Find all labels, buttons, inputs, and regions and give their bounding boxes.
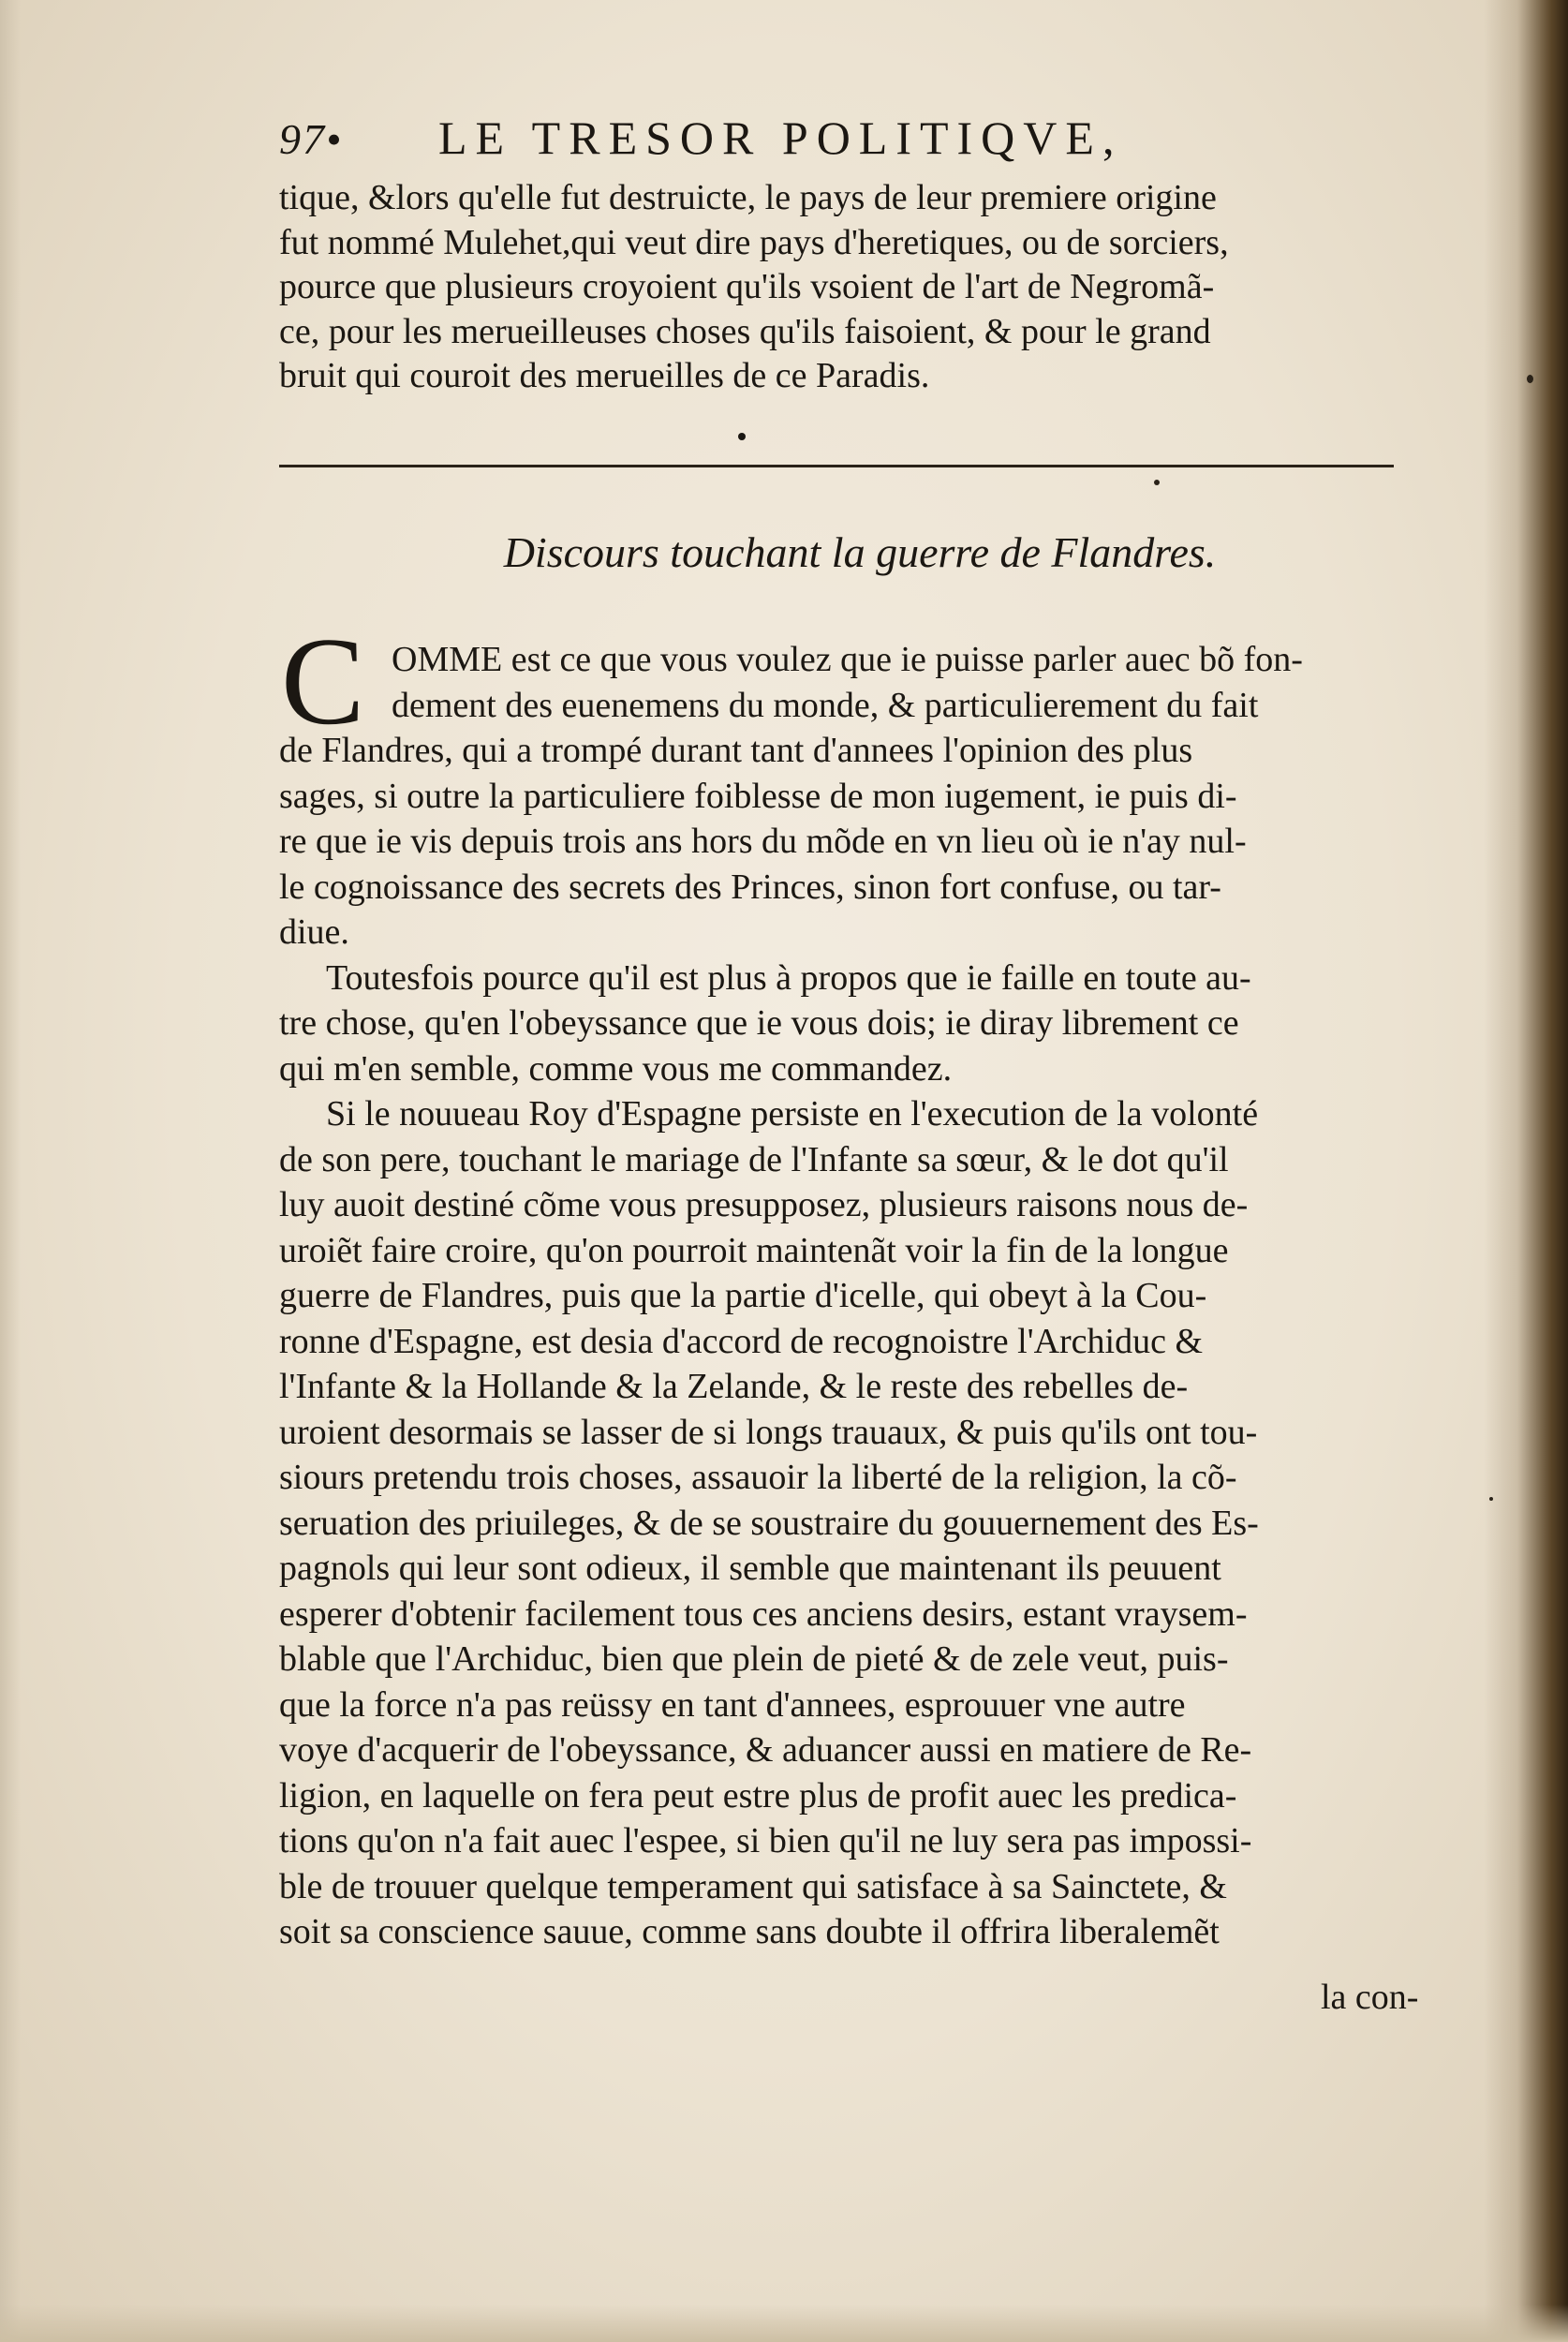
- text-line: sages, si outre la particuliere foiblesse de mon iugement, ie puis di-: [279, 776, 1237, 816]
- text-line: dement des euenemens du monde, & particulierement du fait: [392, 685, 1259, 725]
- text-line: ble de trouuer quelque temperament qui satisface à sa Sainctete, &: [279, 1866, 1227, 1906]
- running-title: LE TRESOR POLITIQVE,: [438, 111, 1123, 164]
- catchword: la con-: [1321, 1978, 1419, 2017]
- section-title: Discours touchant la guerre de Flandres.: [503, 528, 1217, 576]
- ink-speck: [1527, 375, 1533, 383]
- text-line: Toutesfois pource qu'il est plus à propos que ie faille en toute au-: [326, 957, 1251, 998]
- discourse-body: [279, 637, 1450, 1955]
- text-line: ronne d'Espagne, est desia d'accord de recognoistre l'Archiduc &: [279, 1321, 1204, 1361]
- text-line: de Flandres, qui a trompé durant tant d'annees l'opinion des plus: [279, 731, 1193, 770]
- page-number: 97•: [279, 115, 344, 163]
- drop-cap: C: [281, 612, 365, 750]
- carry-over-paragraph: [279, 176, 1450, 399]
- text-line: fut nommé Mulehet,qui veut dire pays d'heretiques, ou de sorciers,: [279, 222, 1229, 262]
- text-line: uroient desormais se lasser de si longs trauaux, & puis qu'ils ont tou-: [279, 1412, 1258, 1452]
- running-head: [279, 105, 1403, 170]
- text-line: diue.: [279, 912, 349, 952]
- ink-speck: [1154, 480, 1160, 485]
- text-line: que la force n'a pas reüssy en tant d'annees, esprouuer vne autre: [279, 1684, 1186, 1725]
- text-line: qui m'en semble, comme vous me commandez.: [279, 1048, 953, 1089]
- text-line: esperer d'obtenir facilement tous ces anciens desirs, estant vraysem-: [279, 1593, 1248, 1634]
- text-line: pource que plusieurs croyoient qu'ils vsoient de l'art de Negromã-: [279, 267, 1215, 306]
- section-divider-rule: [279, 465, 1394, 467]
- text-line: guerre de Flandres, puis que la partie d'icelle, qui obeyt à la Cou-: [279, 1276, 1207, 1315]
- text-line: soit sa conscience sauue, comme sans doubte il offrira liberalemẽt: [279, 1912, 1220, 1951]
- text-line: bruit qui couroit des merueilles de ce Paradis.: [279, 356, 930, 395]
- ornament-dot: [738, 433, 746, 440]
- text-line: ce, pour les merueilleuses choses qu'ils faisoient, & pour le grand: [279, 311, 1211, 351]
- text-line: tre chose, qu'en l'obeyssance que ie vous dois; ie diray librement ce: [279, 1003, 1239, 1043]
- text-line: uroiẽt faire croire, qu'on pourroit maintenãt voir la fin de la longue: [279, 1230, 1229, 1270]
- text-line: luy auoit destiné cõme vous presupposez, plusieurs raisons nous de-: [279, 1185, 1249, 1224]
- page-bottom-edge: [0, 2305, 1568, 2342]
- text-line: siours pretendu trois choses, assauoir la liberté de la religion, la cõ-: [279, 1458, 1237, 1497]
- text-line: le cognoissance des secrets des Princes, sinon fort confuse, ou tar-: [279, 867, 1221, 907]
- text-line: ligion, en laquelle on fera peut estre plus de profit auec les predica-: [279, 1775, 1237, 1816]
- text-line: pagnols qui leur sont odieux, il semble que maintenant ils peuuent: [279, 1549, 1221, 1588]
- text-line: re que ie vis depuis trois ans hors du mõde en vn lieu où ie n'ay nul-: [279, 822, 1247, 861]
- page-edge-shadow: [0, 0, 21, 2342]
- text-line: de son pere, touchant le mariage de l'Infante sa sœur, & le dot qu'il: [279, 1139, 1229, 1179]
- text-line: OMME est ce que vous voulez que ie puisse parler auec bõ fon-: [392, 640, 1303, 679]
- text-line: Si le nouueau Roy d'Espagne persiste en l'execution de la volonté: [326, 1094, 1259, 1134]
- binding-gutter-shadow: [1484, 0, 1568, 2342]
- text-line: voye d'acquerir de l'obeyssance, & aduancer aussi en matiere de Re-: [279, 1730, 1252, 1770]
- ink-speck: [1489, 1497, 1493, 1501]
- text-line: tique, &lors qu'elle fut destruicte, le pays de leur premiere origine: [279, 178, 1217, 217]
- text-line: l'Infante & la Hollande & la Zelande, & le reste des rebelles de-: [279, 1367, 1189, 1406]
- text-line: seruation des priuileges, & de se soustraire du gouuernement des Es-: [279, 1503, 1259, 1543]
- text-line: tions qu'on n'a fait auec l'espee, si bien qu'il ne luy sera pas impossi-: [279, 1821, 1252, 1860]
- text-line: blable que l'Archiduc, bien que plein de pieté & de zele veut, puis-: [279, 1639, 1229, 1679]
